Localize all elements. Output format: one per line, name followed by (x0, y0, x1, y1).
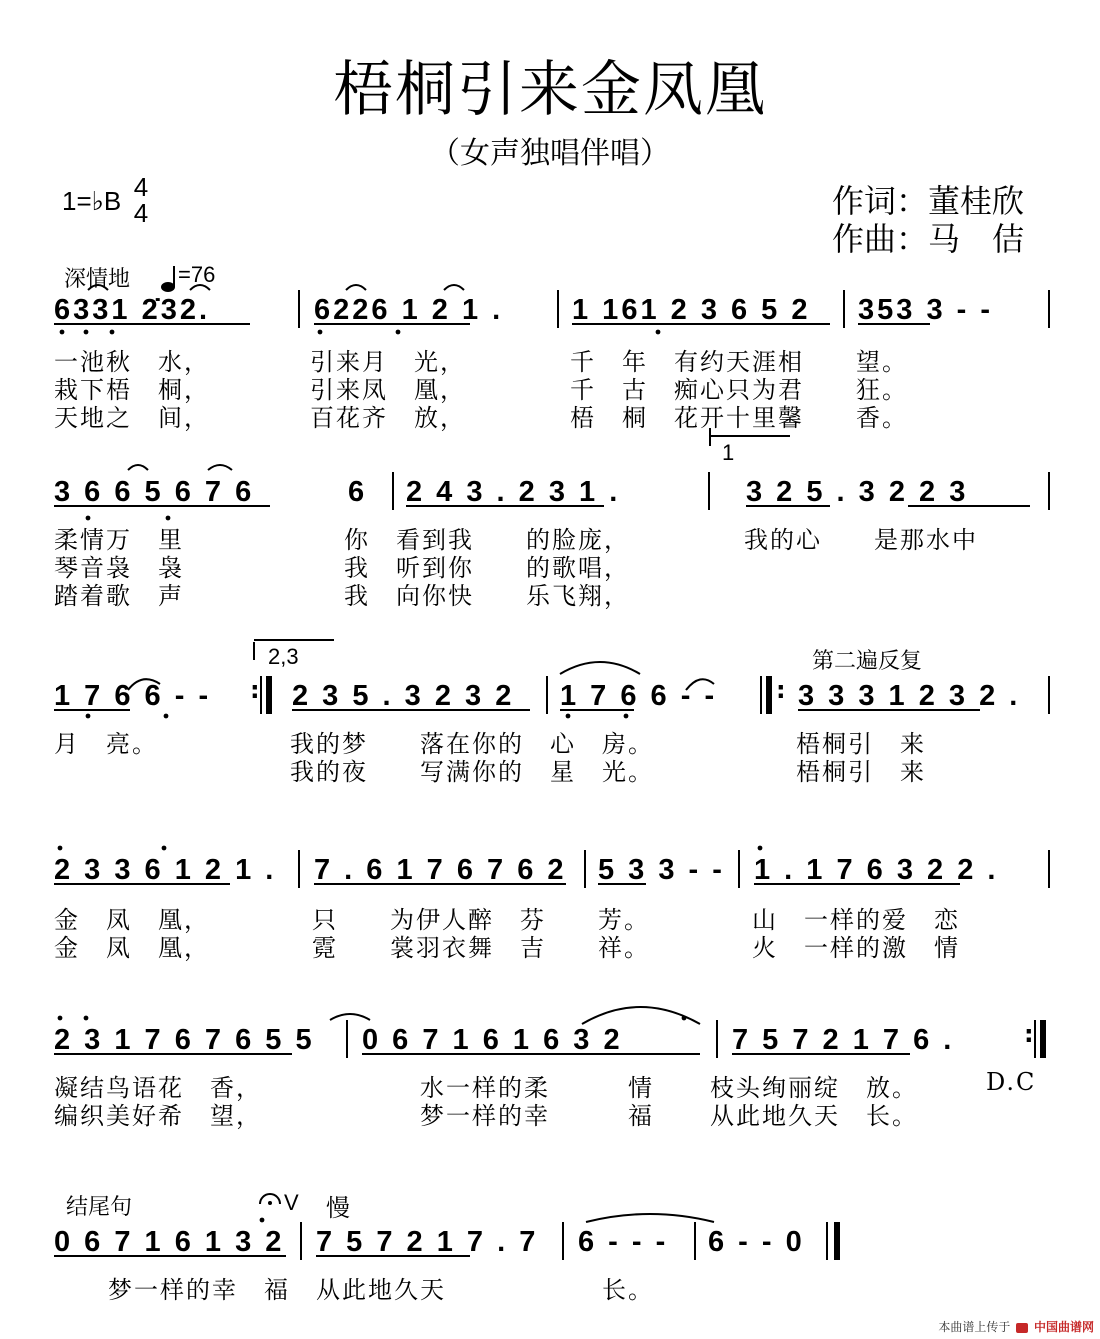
song-subtitle: （女声独唱伴唱） (430, 136, 670, 171)
lyric: 我的梦 落在你的 心 房。 (290, 730, 654, 758)
lyric: 霓 裳羽衣舞 吉 祥。 (312, 934, 650, 962)
system-3-measure-3: 1 7 6 6 - - (560, 680, 718, 712)
system-2-measure-1: 3 6 6 5 6 7 6 (54, 476, 255, 508)
lyric: 从此地久天 长。 (710, 1102, 918, 1130)
lyric: 踏着歌 声 (54, 582, 184, 610)
lyric: 我的夜 写满你的 星 光。 (290, 758, 654, 786)
lyric: 凝结鸟语花 香， (54, 1074, 262, 1102)
tempo-expression: 深情地 (64, 266, 131, 291)
lyric: 千 古 痴心只为君 狂。 (570, 376, 908, 404)
tempo-bpm: =76 (178, 262, 216, 287)
volta-2-label: 2,3 (268, 644, 299, 669)
system-6-measure-1: 0 6 7 1 6 1 3 2 (54, 1226, 285, 1258)
lyric: 我 向你快 乐飞翔， (344, 582, 630, 610)
volta-1-label: 1 (722, 440, 735, 465)
lyric: 柔情万 里 (54, 526, 184, 554)
footer-credit (938, 1318, 1094, 1335)
lyric: 梦一样的幸 福 (420, 1102, 654, 1130)
lyric: 金 凤 凰， (54, 934, 210, 962)
lyric: 琴音袅 袅 (54, 554, 184, 582)
repeat-end-dots: : (250, 676, 260, 704)
key-signature: 1=♭B (62, 186, 122, 216)
lyric: 你 看到我 的脸庞， (344, 526, 630, 554)
dc-mark: D.C (986, 1068, 1037, 1096)
system-1-measure-2: 6226 1 2 1 . (314, 294, 504, 326)
lyric: 山 一样的爱 恋 (752, 906, 960, 934)
system-1-measure-4: 353 3 - - (858, 294, 993, 326)
lyric: 引来月 光， (310, 348, 466, 376)
lyric: 天地之 间， (54, 404, 210, 432)
system-4-measure-2: 7 . 6 1 7 6 7 6 2 (314, 854, 567, 886)
lyric: 栽下梧 桐， (54, 376, 210, 404)
lyric: 火 一样的激 情 (752, 934, 960, 962)
lyric: 我 听到你 的歌唱， (344, 554, 630, 582)
repeat-start-dots: : (776, 676, 786, 704)
lyric: 梧 桐 花开十里馨 香。 (570, 404, 908, 432)
system-5-measure-3: 7 5 7 2 1 7 6 . (732, 1024, 955, 1056)
lyric: 引来凤 凰， (310, 376, 466, 404)
system-4-measure-4: 1 . 1 7 6 3 2 2 . (754, 854, 999, 886)
second-repeat-label: 第二遍反复 (812, 648, 923, 673)
system-1-measure-3: 1 161 2 3 6 5 2 (572, 294, 811, 326)
lyric: 水一样的柔 情 (420, 1074, 654, 1102)
lyricist: 作词：董桂欣 (832, 182, 1025, 220)
system-6-measure-2: 7 5 7 2 1 7 . 7 (316, 1226, 539, 1258)
lyric: 梧桐引 来 (796, 758, 926, 786)
song-title: 梧桐引来金凤凰 (333, 55, 767, 125)
lyric: 梦一样的幸 福 从此地久天 长。 (108, 1276, 654, 1304)
system-6-measure-4: 6 - - 0 (708, 1226, 805, 1258)
breath-mark: V (284, 1190, 299, 1215)
system-2-measure-1b: 6 (348, 476, 368, 508)
lyric: 枝头绚丽绽 放。 (710, 1074, 918, 1102)
lyric: 我的心 是那水中 (744, 526, 978, 554)
lyric: 月 亮。 (54, 730, 158, 758)
time-signature-top: 4 (133, 172, 149, 202)
system-1-measure-1: 6331 2̇32. (54, 294, 211, 326)
repeat-end-dots: : (1024, 1020, 1034, 1048)
footer-brand[interactable]: 中国曲谱网 (1033, 1320, 1094, 1334)
lyric: 梧桐引 来 (796, 730, 926, 758)
lyric: 千 年 有约天涯相 望。 (570, 348, 908, 376)
system-3-measure-1: 1 7 6 6 - - (54, 680, 212, 712)
system-5-measure-2: 0 6 7 1 6 1 6 3 2 (362, 1024, 623, 1056)
composer: 作曲：马 佶 (832, 220, 1025, 258)
system-5-measure-1: 2 3 1 7 6 7 6 5 5 (54, 1024, 315, 1056)
system-2-measure-2: 2 4 3 . 2 3 1 . (406, 476, 621, 508)
time-signature-bottom: 4 (133, 198, 149, 228)
coda-label: 结尾句 (66, 1194, 133, 1219)
tempo-slow: 慢 (326, 1194, 352, 1222)
system-2-measure-3: 3 2 5 . 3 2 2 3 (746, 476, 969, 508)
site-logo-icon (1016, 1323, 1028, 1333)
lyric: 金 凤 凰， (54, 906, 210, 934)
footer-text: 本曲谱上传于 (938, 1320, 1011, 1334)
lyric: 只 为伊人醉 芬 芳。 (312, 906, 650, 934)
system-3-measure-4: 3 3 3 1 2 3 2 . (798, 680, 1021, 712)
system-3-measure-2: 2 3 5 . 3 2 3 2 (292, 680, 515, 712)
system-4-measure-3: 5 3 3 - - (598, 854, 725, 886)
system-4-measure-1: 2 3 3 6 1 2 1 . (54, 854, 277, 886)
lyric: 编织美好希 望， (54, 1102, 262, 1130)
lyric: 百花齐 放， (310, 404, 466, 432)
system-6-measure-3: 6 - - - (578, 1226, 669, 1258)
lyric: 一池秋 水， (54, 348, 210, 376)
